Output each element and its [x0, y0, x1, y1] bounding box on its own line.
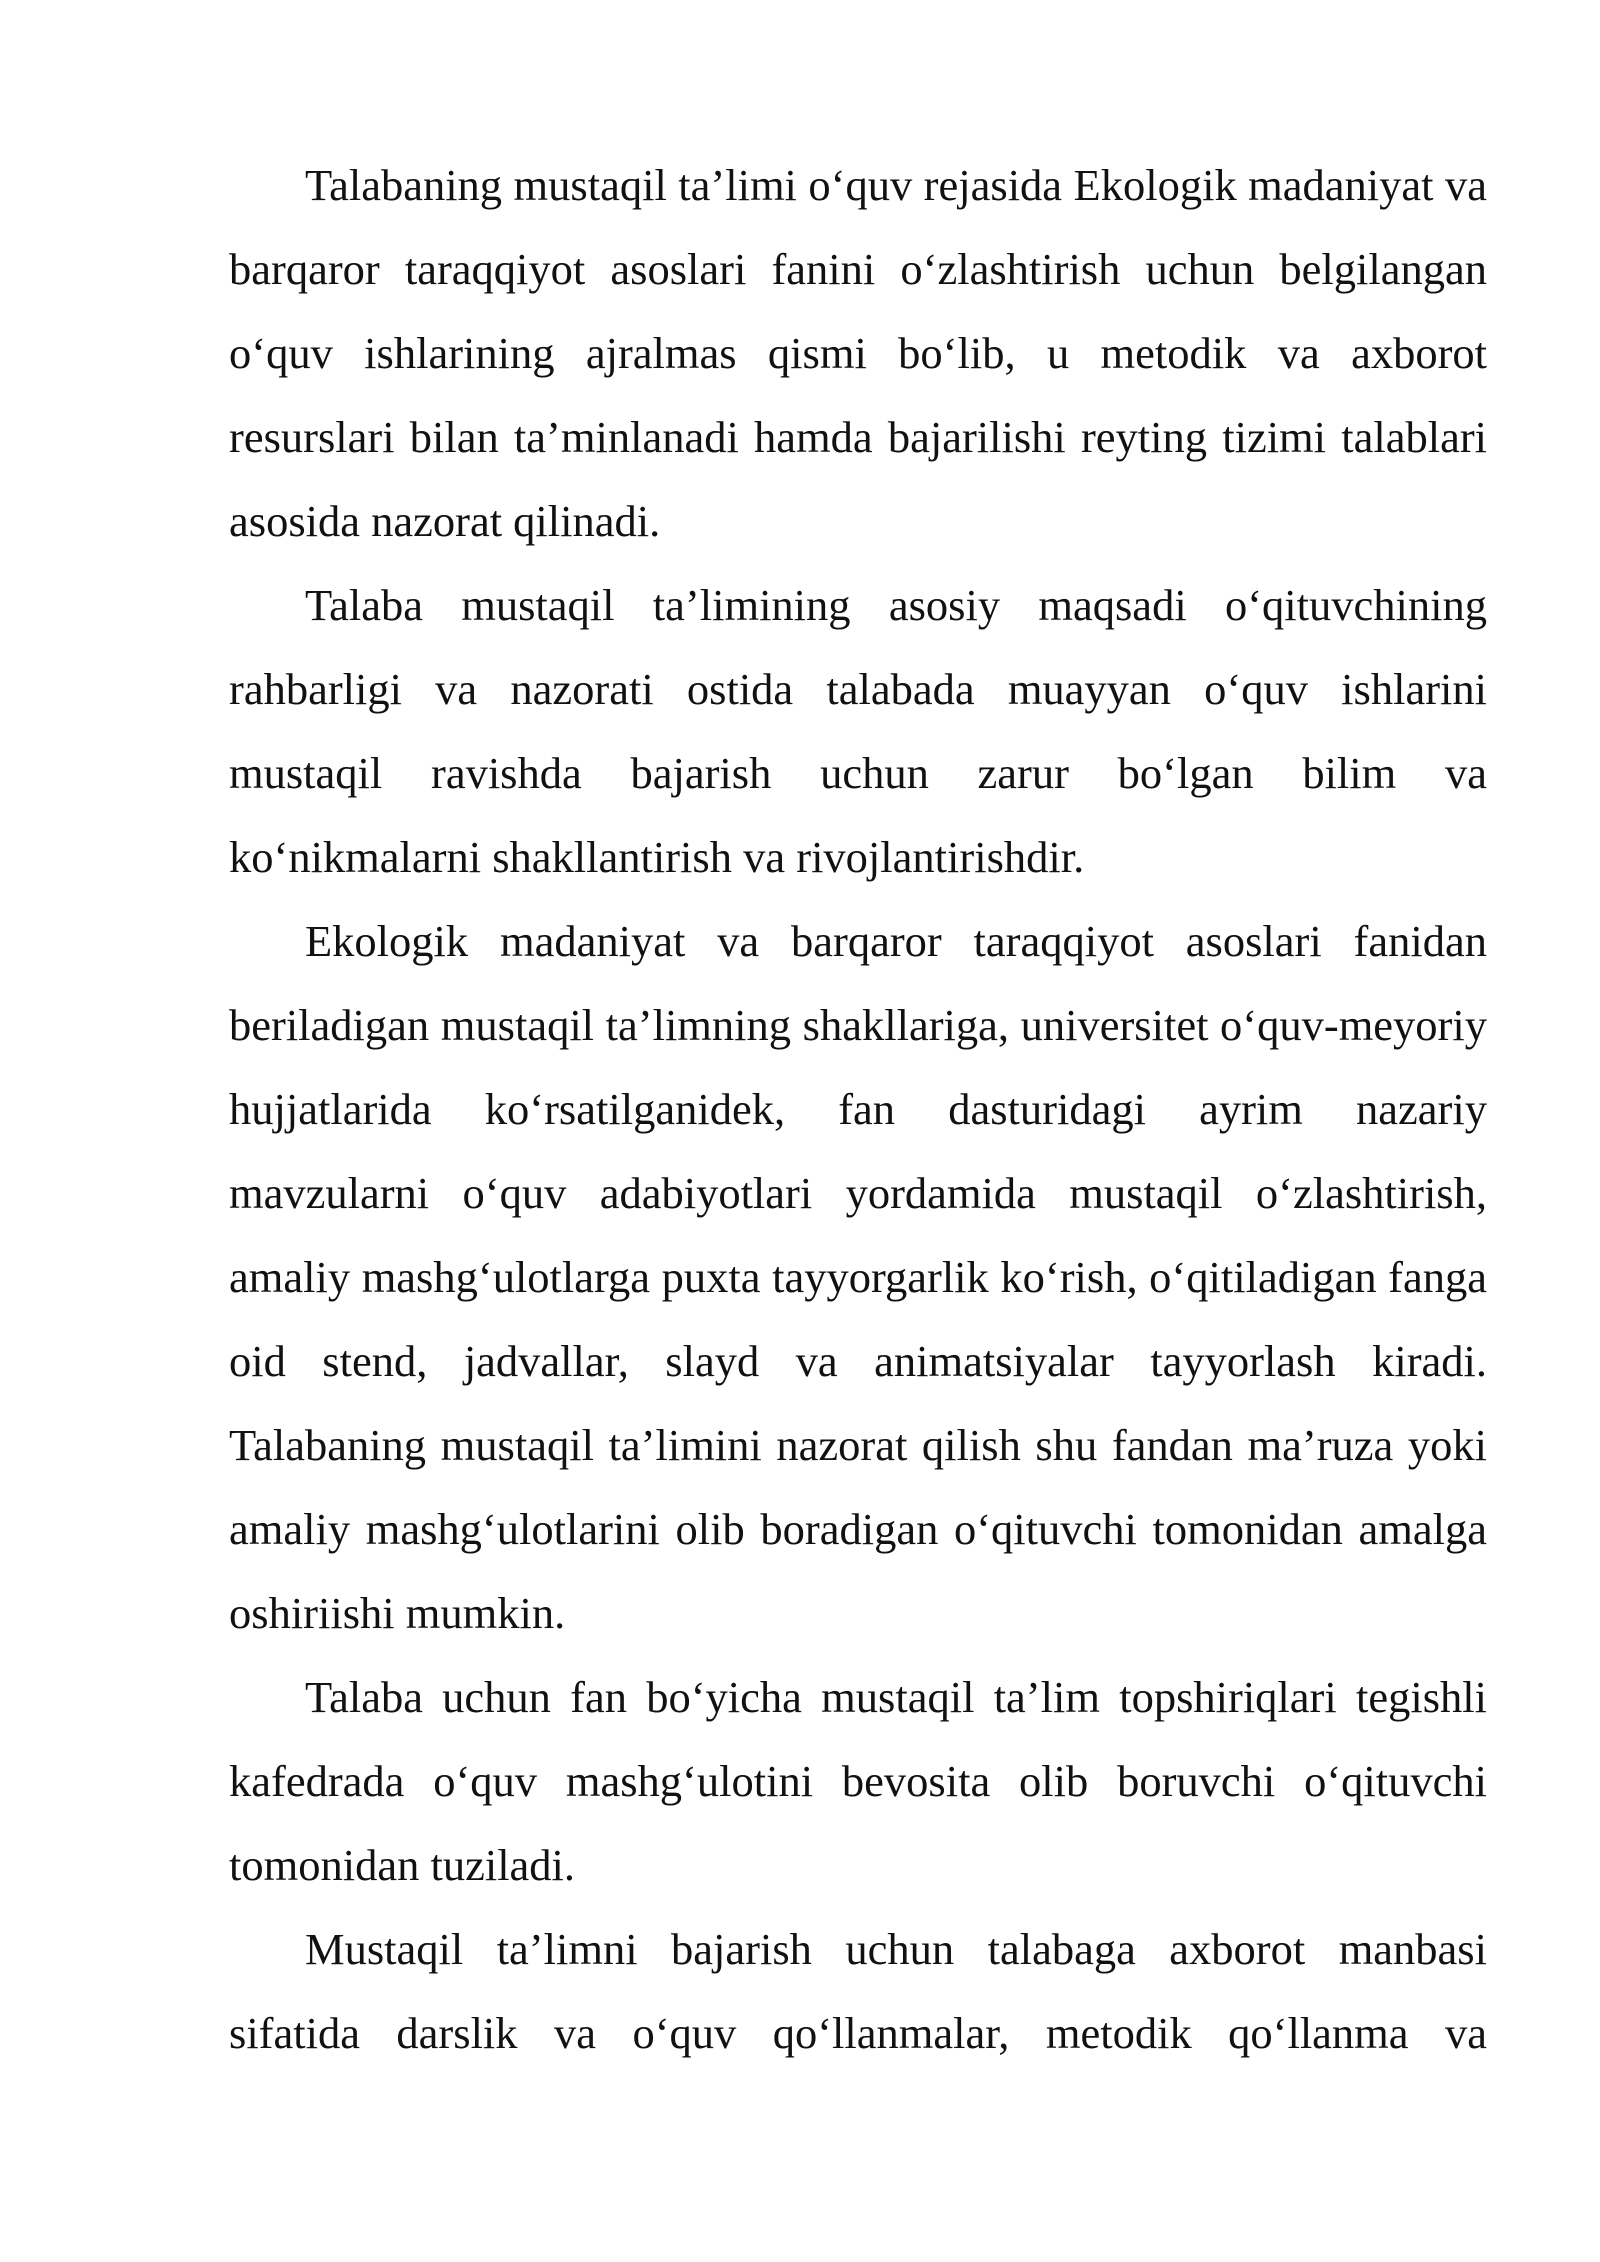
- document-body: [229, 143, 1487, 2075]
- paragraph-4: Talaba uchun fan bo‘yicha mustaqil ta’lim topshiriqlari tegishli kafedrada o‘quv mashg‘ulotini bevosita olib boruvchi o‘qituvchi tomonidan tuziladi.: [229, 1672, 1487, 1890]
- paragraph-5: Mustaqil ta’limni bajarish uchun talabaga axborot manbasi sifatida darslik va o‘quv qo‘llanmalar, metodik qo‘llanma va: [229, 1924, 1487, 2058]
- paragraph-2: Talaba mustaqil ta’limining asosiy maqsadi o‘qituvchining rahbarligi va nazorati ostida talabada muayyan o‘quv ishlarini mustaqil ravishda bajarish uchun zarur bo‘lgan bilim va ko‘nikmalarni shakllantirish va rivojlantirishdir.: [229, 580, 1487, 882]
- paragraph-3: Ekologik madaniyat va barqaror taraqqiyot asoslari fanidan beriladigan mustaqil ta’limning shakllariga, universitet o‘quv-meyoriy hujjatlarida ko‘rsatilganidek, fan dasturidagi ayrim nazariy mavzularni o‘quv adabiyotlari yordamida mustaqil o‘zlashtirish, amaliy mashg‘ulotlarga puxta tayyorgarlik ko‘rish, o‘qitiladigan fanga oid stend, jadvallar, slayd va animatsiyalar tayyorlash kiradi. Talabaning mustaqil ta’limini nazorat qilish shu fandan ma’ruza yoki amaliy mashg‘ulotlarini olib boradigan o‘qituvchi tomonidan amalga oshiriishi mumkin.: [229, 916, 1487, 1638]
- paragraph-1: Talabaning mustaqil ta’limi o‘quv rejasida Ekologik madaniyat va barqaror taraqqiyot asoslari fanini o‘zlashtirish uchun belgilangan o‘quv ishlarining ajralmas qismi bo‘lib, u metodik va axborot resurslari bilan ta’minlanadi hamda bajarilishi reyting tizimi talablari asosida nazorat qilinadi.: [229, 160, 1487, 546]
